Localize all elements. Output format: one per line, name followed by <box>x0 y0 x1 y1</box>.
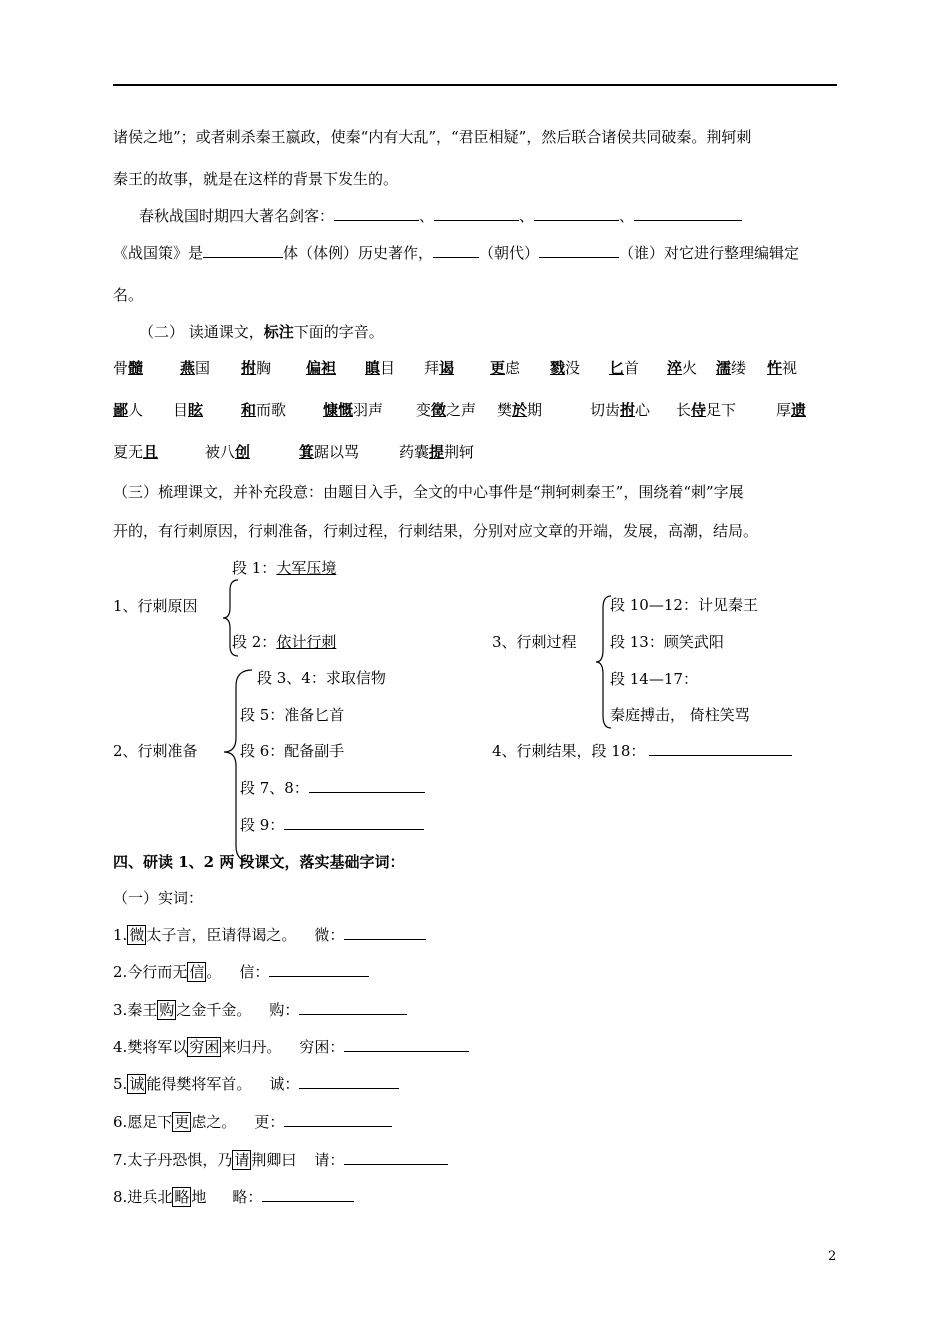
pronunciation-word: 鄙人 <box>113 401 144 419</box>
annotated-char: 侍 <box>691 401 707 419</box>
g1-label: 1、行刺原因 <box>113 597 198 615</box>
pronunciation-word: 和而歌 <box>241 401 287 419</box>
pronunciation-word: 药囊提荆轲 <box>399 443 475 461</box>
section2-heading: （二） 读通课文，标注下面的字音。 <box>139 323 384 341</box>
annotated-char: 更 <box>490 359 506 377</box>
header-rule <box>113 84 837 86</box>
g3-label: 3、行刺过程 <box>492 633 577 651</box>
g1-item-1: 段 1：大军压境 <box>232 559 337 577</box>
g1-item-2: 段 2：依计行刺 <box>232 633 337 651</box>
vocab-answer-blank[interactable] <box>299 1074 399 1089</box>
intro-line-2: 秦王的故事，就是在这样的背景下发生的。 <box>113 170 399 188</box>
annotated-char: 於 <box>512 401 528 419</box>
intro-line-1: 诸侯之地”；或者刺杀秦王嬴政，使秦“内有大乱”，“君臣相疑”，然后联合诸侯共同破秦。荆轲刺 <box>113 128 752 146</box>
blank-g4[interactable] <box>649 741 792 756</box>
boxed-word: 更 <box>174 1113 190 1131</box>
annotated-char: 燕 <box>180 359 196 377</box>
pronunciation-word: 慷慨羽声 <box>323 401 384 419</box>
pronunciation-word: 忤视 <box>767 359 798 377</box>
pronunciation-word: 匕首 <box>609 359 640 377</box>
annotated-char: 眩 <box>188 401 204 419</box>
annotated-char: 提 <box>429 443 445 461</box>
g2-item-3: 段 6：配备副手 <box>240 742 345 760</box>
vocab-item: 5. 诚 能得樊将军首。 诚： <box>113 1074 399 1094</box>
pronunciation-word: 更虑 <box>490 359 521 377</box>
pronunciation-word: 淬火 <box>667 359 698 377</box>
blank-g2-78[interactable] <box>309 778 425 793</box>
g2-label: 2、行刺准备 <box>113 742 198 760</box>
boxed-word: 信 <box>189 963 205 981</box>
g3-item-4: 秦庭搏击， 倚柱笑骂 <box>610 706 750 724</box>
pronunciation-word: 变徵之声 <box>416 401 477 419</box>
annotated-char: 徵 <box>431 401 447 419</box>
annotated-char: 拊 <box>241 359 257 377</box>
pronunciation-word: 切齿拊心 <box>590 401 651 419</box>
section4-subheading: （一）实词： <box>113 889 204 907</box>
annotated-char: 瞋 <box>365 359 381 377</box>
pronunciation-word: 夏无且 <box>113 443 159 461</box>
g4-label: 4、行刺结果，段 18： <box>492 741 792 761</box>
vocab-answer-blank[interactable] <box>344 1037 469 1052</box>
blank-swordsman-2[interactable] <box>434 206 519 221</box>
g3-item-3: 段 14—17： <box>610 670 698 688</box>
blank-dynasty[interactable] <box>433 243 479 258</box>
annotated-char: 偏袒 <box>306 359 337 377</box>
annotated-char: 箕 <box>299 443 315 461</box>
boxed-word: 略 <box>174 1188 190 1206</box>
vocab-answer-blank[interactable] <box>344 1150 448 1165</box>
annotated-char: 匕 <box>609 359 625 377</box>
pronunciation-word: 樊於期 <box>497 401 543 419</box>
blank-g2-9[interactable] <box>284 815 424 830</box>
annotated-char: 且 <box>143 443 159 461</box>
annotated-char: 戮 <box>550 359 566 377</box>
annotated-char: 谒 <box>439 359 455 377</box>
pronunciation-word: 被八创 <box>205 443 251 461</box>
section3-line-2: 开的，有行刺原因，行刺准备，行刺过程，行刺结果，分别对应文章的开端，发展，高潮，结局。 <box>113 522 759 540</box>
g2-item-2: 段 5：准备匕首 <box>240 706 345 724</box>
section4-heading: 四、研读 1、2 两 段课文，落实基础字词： <box>113 853 405 871</box>
g3-item-1: 段 10—12：计见秦王 <box>610 596 758 614</box>
annotated-char: 遗 <box>791 401 807 419</box>
pronunciation-word: 长侍足下 <box>676 401 737 419</box>
boxed-word: 穷困 <box>189 1038 220 1056</box>
blank-style[interactable] <box>203 243 283 258</box>
g2-item-1: 段 3、4：求取信物 <box>257 669 386 687</box>
vocab-answer-blank[interactable] <box>262 1187 354 1202</box>
vocab-item: 7.太子丹恐惧，乃 请 荆卿曰 请： <box>113 1150 448 1170</box>
section3-line-1: （三）梳理课文，并补充段意：由题目入手，全文的中心事件是“荆轲刺秦王”，围绕着“刺”字展 <box>113 483 744 501</box>
annotated-char: 创 <box>235 443 251 461</box>
vocab-answer-blank[interactable] <box>344 925 426 940</box>
zhanguoce-end: 名。 <box>113 286 144 304</box>
pronunciation-word: 濡缕 <box>716 359 747 377</box>
annotated-char: 濡 <box>716 359 732 377</box>
boxed-word: 购 <box>159 1001 175 1019</box>
annotated-char: 鄙 <box>113 401 129 419</box>
pronunciation-word: 戮没 <box>550 359 581 377</box>
pronunciation-word: 瞋目 <box>365 359 396 377</box>
annotated-char: 淬 <box>667 359 683 377</box>
zhanguoce-question: 《战国策》是 体（体例）历史著作， （朝代） （谁）对它进行整理编辑定 <box>113 244 800 262</box>
vocab-item: 6.愿足下 更 虑之。 更： <box>113 1112 392 1132</box>
g2-item-4: 段 7、8： <box>240 778 425 798</box>
vocab-item: 8.进兵北 略 地 略： <box>113 1187 354 1207</box>
annotated-char: 忤 <box>767 359 783 377</box>
pronunciation-word: 拜谒 <box>424 359 455 377</box>
swordsmen-question: 春秋战国时期四大著名剑客： 、 、 、 <box>139 206 742 226</box>
boxed-word: 微 <box>129 926 145 944</box>
vocab-answer-blank[interactable] <box>299 1000 407 1015</box>
g3-item-2: 段 13：顾笑武阳 <box>610 633 724 651</box>
annotated-char: 慷慨 <box>323 401 354 419</box>
swordsmen-label: 春秋战国时期四大著名剑客： <box>139 207 335 225</box>
page-number: 2 <box>828 1249 837 1264</box>
pronunciation-word <box>306 358 336 378</box>
g2-item-5: 段 9： <box>240 815 424 835</box>
annotated-char: 和 <box>241 401 257 419</box>
boxed-word: 请 <box>234 1151 250 1169</box>
vocab-item: 3.秦王 购 之金千金。 购： <box>113 1000 407 1020</box>
vocab-item: 4.樊将军以 穷困 来归丹。 穷困： <box>113 1037 469 1057</box>
pronunciation-word: 厚遗 <box>776 401 807 419</box>
blank-swordsman-4[interactable] <box>634 206 742 221</box>
blank-editor[interactable] <box>539 243 619 258</box>
vocab-answer-blank[interactable] <box>269 962 369 977</box>
vocab-item: 2.今行而无 信 。 信： <box>113 962 369 982</box>
vocab-item: 1. 微 太子言，臣请得谒之。 微： <box>113 925 426 945</box>
annotated-char: 拊 <box>620 401 636 419</box>
pronunciation-word: 燕国 <box>180 359 211 377</box>
vocab-answer-blank[interactable] <box>284 1112 392 1127</box>
pronunciation-word: 骨髓 <box>113 359 144 377</box>
pronunciation-word: 拊胸 <box>241 359 272 377</box>
annotated-char: 髓 <box>128 359 144 377</box>
blank-swordsman-3[interactable] <box>534 206 619 221</box>
boxed-word: 诚 <box>129 1075 145 1093</box>
blank-swordsman-1[interactable] <box>334 206 419 221</box>
pronunciation-word: 目眩 <box>173 401 204 419</box>
pronunciation-word: 箕踞以骂 <box>299 443 360 461</box>
